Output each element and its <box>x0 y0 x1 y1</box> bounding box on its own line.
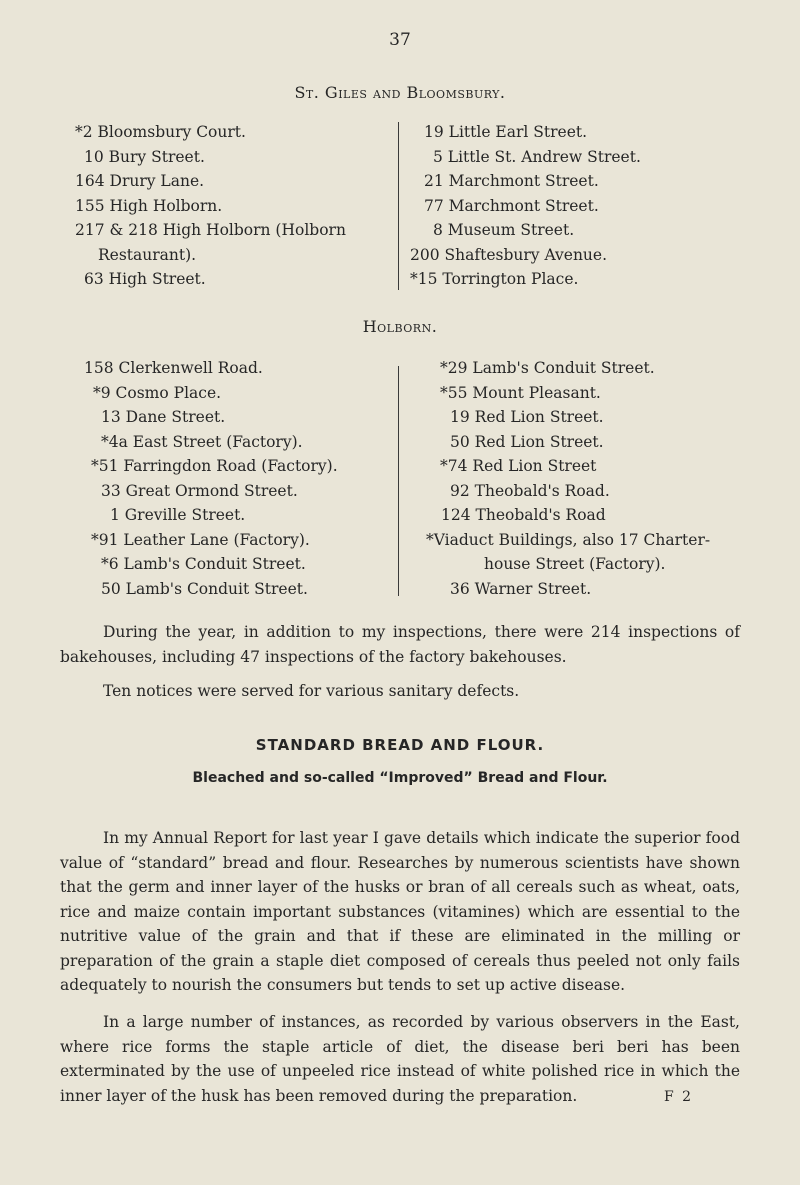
address-entry: 10 Bury Street. <box>84 147 205 166</box>
address-entry: 19 Little Earl Street. <box>424 123 588 141</box>
address-entry: *74 Red Lion Street <box>440 457 597 475</box>
address-entry-continuation: Restaurant). <box>98 245 197 264</box>
address-entry: *51 Farringdon Road (Factory). <box>91 457 338 475</box>
address-entry: 50 Lamb's Conduit Street. <box>101 579 308 598</box>
st-giles-right-column <box>410 120 641 292</box>
address-entry: 77 Marchmont Street. <box>424 196 599 215</box>
holborn-left-column <box>75 356 338 601</box>
address-entry: 8 Museum Street. <box>433 221 575 239</box>
address-entry: 63 High Street. <box>84 270 206 288</box>
heading-bleached-bread: Bleached and so-called “Improved” Bread and Flour. <box>192 770 608 786</box>
address-entry: *2 Bloomsbury Court. <box>75 123 246 141</box>
holborn-right-column <box>424 356 710 601</box>
address-entry: 1 Greville Street. <box>110 506 246 524</box>
address-entry: 19 Red Lion Street. <box>450 408 604 426</box>
address-entry: *6 Lamb's Conduit Street. <box>101 555 306 573</box>
address-entry: 217 & 218 High Holborn (Holborn <box>75 221 346 239</box>
column-divider <box>398 366 399 596</box>
address-entry: 124 Theobald's Road <box>441 506 606 524</box>
address-entry-continuation: house Street (Factory). <box>484 555 666 573</box>
address-entry: 36 Warner Street. <box>450 579 592 598</box>
st-giles-left-column <box>75 120 346 292</box>
paragraph-beri-beri: In a large number of instances, as recorded by various observers in the East, where rice forms the staple article of diet, the disease beri beri has been exterminated by the use of unpeeled rice instead of white polished rice in which the inner layer of the husk has been removed during the preparation. <box>60 1013 740 1105</box>
page-number: 37 <box>389 30 411 50</box>
heading-standard-bread: STANDARD BREAD AND FLOUR. <box>255 736 545 754</box>
address-entry: 21 Marchmont Street. <box>424 172 599 190</box>
address-entry: *15 Torrington Place. <box>410 270 579 288</box>
paragraph-notices: Ten notices were served for various sanitary defects. <box>103 682 520 700</box>
address-entry: *9 Cosmo Place. <box>93 383 222 402</box>
paragraph-inspections: During the year, in addition to my inspections, there were 214 inspections of bakehouses, including 47 inspections of the factory bakehouses. <box>60 623 740 666</box>
address-entry: *55 Mount Pleasant. <box>440 383 601 402</box>
address-entry: 164 Drury Lane. <box>75 172 205 190</box>
section-title-st-giles: St. Giles and Bloomsbury. <box>294 83 506 102</box>
address-entry: *29 Lamb's Conduit Street. <box>440 359 655 377</box>
column-divider <box>398 122 399 290</box>
address-entry: 13 Dane Street. <box>101 408 226 426</box>
signature-mark: F 2 <box>664 1089 694 1105</box>
address-entry: *91 Leather Lane (Factory). <box>91 530 310 549</box>
address-entry: 200 Shaftesbury Avenue. <box>410 245 608 264</box>
address-entry: 5 Little St. Andrew Street. <box>433 147 641 166</box>
address-entry: 155 High Holborn. <box>75 196 223 215</box>
address-entry: 33 Great Ormond Street. <box>101 481 298 500</box>
address-entry: *4a East Street (Factory). <box>101 432 303 451</box>
address-entry: 50 Red Lion Street. <box>450 432 604 451</box>
section-title-holborn: Holborn. <box>362 317 438 336</box>
address-entry: *Viaduct Buildings, also 17 Charter- <box>426 530 711 549</box>
address-entry: 92 Theobald's Road. <box>450 481 610 500</box>
address-entry: 158 Clerkenwell Road. <box>84 359 263 377</box>
paragraph-annual-report: In my Annual Report for last year I gave details which indicate the superior food value of “standard” bread and flour. Researches by numerous scientists have shown that the germ and inner layer of the husks or bran of all cereals such as wheat, oats, rice and maize contain important substances (vitamines) which are essential to the nutritive value of the grain and that if these are eliminated in the milling or preparation of the grain a staple diet composed of cereals thus peeled not only fails adequately to nourish the consumers but tends to set up active disease. <box>60 829 740 994</box>
